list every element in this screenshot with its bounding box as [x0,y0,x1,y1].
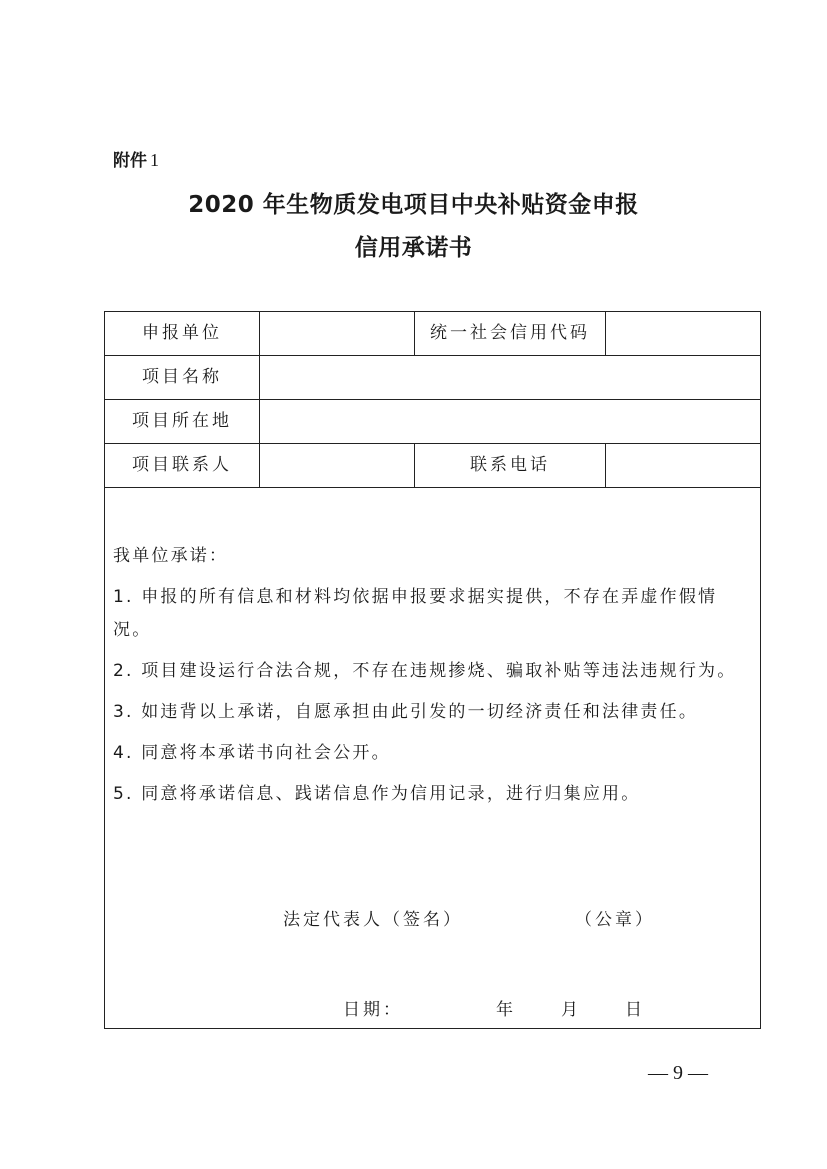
month-label: 月 [561,1000,581,1020]
promise-intro: 我单位承诺： [113,546,229,566]
document-title-line2: 信用承诺书 [354,235,473,261]
project-location-field[interactable] [260,400,760,443]
form-row-applicant [105,312,760,356]
year-label: 年 [496,1000,516,1020]
form-row-project-name [105,356,760,400]
promise-item: 5. 同意将承诺信息、践诺信息作为信用记录，进行归集应用。 [113,784,641,804]
page-number: — 9 — [648,1062,708,1084]
form-row-project-location [105,400,760,444]
credit-code-label: 统一社会信用代码 [415,312,606,355]
promise-item: 2. 项目建设运行合法合规，不存在违规掺烧、骗取补贴等违法违规行为。 [113,661,737,681]
contact-person-label: 项目联系人 [105,444,260,487]
promise-section [113,540,753,819]
contact-phone-label: 联系电话 [415,444,606,487]
document-title-line1: 2020 年生物质发电项目中央补贴资金申报 [188,192,639,218]
promise-item: 3. 如违背以上承诺，自愿承担由此引发的一切经济责任和法律责任。 [113,702,699,722]
attachment-label [113,146,159,171]
signature-label: 法定代表人（签名） [283,910,463,930]
form-row-contact [105,444,760,488]
project-location-label: 项目所在地 [105,400,260,443]
contact-phone-field[interactable] [606,444,760,487]
credit-code-field[interactable] [606,312,760,355]
project-name-field[interactable] [260,356,760,399]
commitment-form [104,311,761,1029]
seal-label: （公章） [575,910,655,930]
attachment-label-text: 附件 [113,151,147,171]
applicant-label: 申报单位 [105,312,260,355]
day-label: 日 [625,1000,645,1020]
project-name-label: 项目名称 [105,356,260,399]
attachment-number: 1 [150,150,159,170]
promise-item: 4. 同意将本承诺书向社会公开。 [113,743,391,763]
promise-item: 1. 申报的所有信息和材料均依据申报要求据实提供，不存在弄虚作假情况。 [113,587,718,640]
applicant-field[interactable] [260,312,415,355]
contact-person-field[interactable] [260,444,415,487]
date-label: 日期： [343,1000,403,1020]
